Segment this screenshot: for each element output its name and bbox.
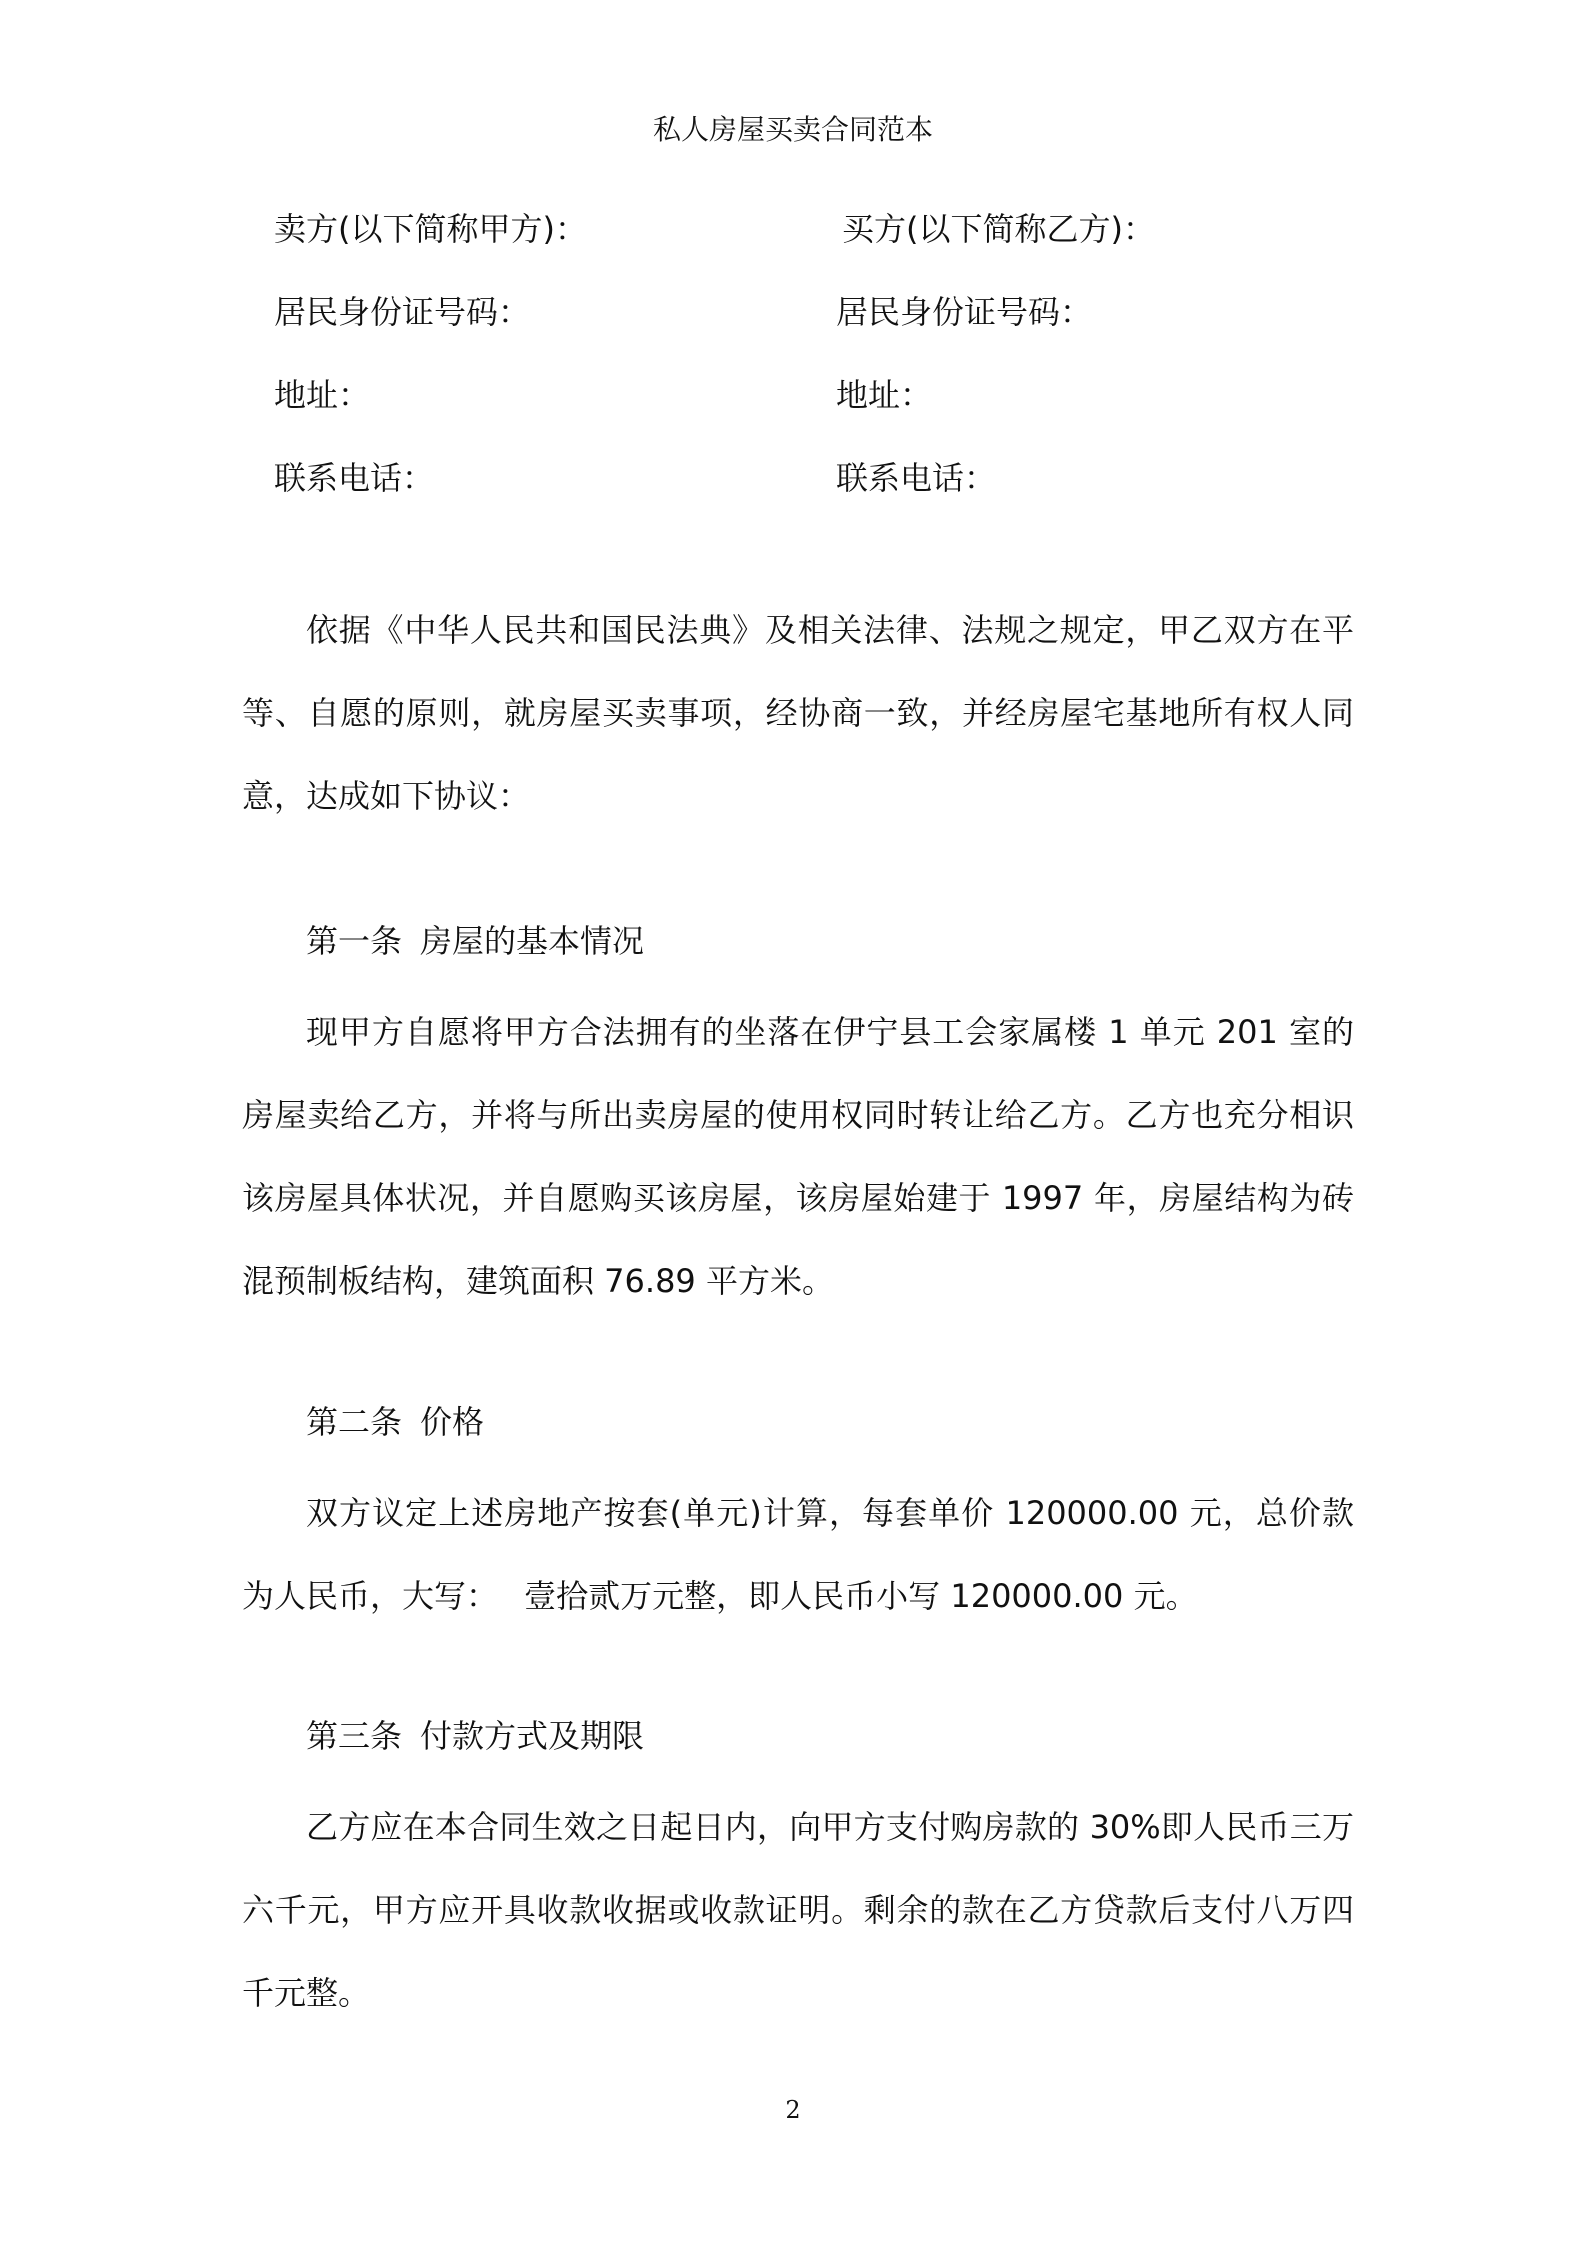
article-1-number: 第一条: [306, 922, 403, 960]
buyer-phone-label: 联系电话：: [836, 459, 997, 497]
page-number: 2: [785, 2096, 801, 2124]
seller-phone-label: 联系电话：: [274, 459, 435, 497]
article-2-number: 第二条: [306, 1403, 403, 1441]
article-3-paragraph: 乙方应在本合同生效之日起日内，向甲方支付购房款的 30%即人民币三万六千元，甲方应开具收款收据或收款证明。剩余的款在乙方贷款后支付八万四千元整。: [242, 1808, 1354, 2012]
article-2-paragraph: 双方议定上述房地产按套(单元)计算，每套单价 120000.00 元，总价款为人民币，大写： 壹拾贰万元整，即人民币小写 120000.00 元。: [242, 1494, 1354, 1615]
buyer-label: 买方(以下简称乙方)：: [842, 210, 1155, 248]
seller-label: 卖方(以下简称甲方)：: [274, 210, 587, 248]
buyer-id-label: 居民身份证号码：: [836, 293, 1093, 331]
article-1-paragraph: 现甲方自愿将甲方合法拥有的坐落在伊宁县工会家属楼 1 单元 201 室的房屋卖给乙方，并将与所出卖房屋的使用权同时转让给乙方。乙方也充分相识该房屋具体状况，并自愿购买该房屋，该房屋始建于 1997 年，房屋结构为砖混预制板结构，建筑面积 76.89 平方米。: [242, 1013, 1354, 1300]
buyer-address-label: 地址：: [836, 376, 933, 414]
page-header-title: 私人房屋买卖合同范本: [652, 113, 933, 146]
article-3-title: 付款方式及期限: [420, 1717, 645, 1755]
article-2-title: 价格: [420, 1403, 485, 1441]
seller-id-label: 居民身份证号码：: [274, 293, 531, 331]
article-3-heading: [306, 1695, 644, 1778]
preamble-paragraph: 依据《中华人民共和国民法典》及相关法律、法规之规定，甲乙双方在平等、自愿的原则，就房屋买卖事项，经协商一致，并经房屋宅基地所有权人同意，达成如下协议：: [242, 611, 1354, 815]
article-1-title: 房屋的基本情况: [420, 922, 645, 960]
article-3-number: 第三条: [306, 1717, 403, 1755]
article-1-heading: [306, 900, 644, 983]
seller-address-label: 地址：: [274, 376, 371, 414]
article-2-heading: [306, 1381, 484, 1464]
